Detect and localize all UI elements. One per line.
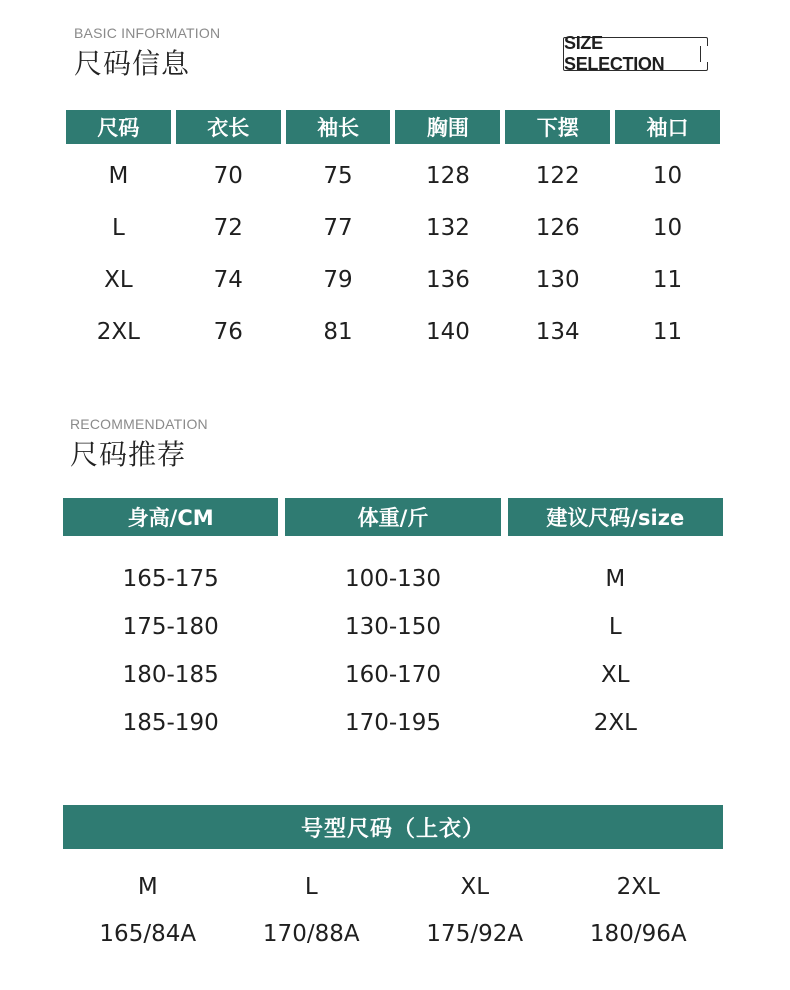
recommendation-title: 尺码推荐 [70,438,187,471]
table-cell: 134 [535,319,580,345]
header-sleeve: 袖长 [286,110,391,144]
table-cell: 70 [213,163,243,189]
header-length: 衣长 [176,110,281,144]
header-cuff: 袖口 [615,110,720,144]
table-cell: XL [104,267,133,293]
size-selection-label: SIZE SELECTION [564,33,665,74]
table-cell: XL [601,662,630,688]
table-cell: 100-130 [344,566,442,592]
table-cell: M [605,566,626,592]
header-size: 尺码 [66,110,171,144]
model-code: 180/96A [589,921,687,947]
table-cell: L [608,614,622,640]
badge-notch [700,46,713,62]
table-cell: 76 [213,319,243,345]
table-cell: 74 [213,267,243,293]
table-cell: 2XL [96,319,141,345]
table-cell: 170-195 [344,710,442,736]
header-suggested-size: 建议尺码/size [508,498,723,536]
size-selection-badge [563,33,708,74]
table-cell: 72 [213,215,243,241]
basic-eyebrow: BASIC INFORMATION [74,25,221,41]
model-size-row [66,867,720,907]
table-cell: 165-175 [122,566,219,592]
table-cell: 2XL [593,710,637,736]
table-cell: 10 [652,163,683,189]
table-cell: 185-190 [122,710,219,736]
table-cell: 132 [425,215,470,241]
model-size-label: L [304,874,318,900]
model-size-label: M [137,874,158,900]
table-cell: 11 [652,319,683,345]
table-cell: 126 [535,215,580,241]
table-cell: 79 [323,267,353,293]
header-hem: 下摆 [505,110,610,144]
table-row [66,156,720,196]
model-code: 175/92A [426,921,524,947]
table-row [66,208,720,248]
recommendation-eyebrow: RECOMMENDATION [70,416,208,432]
table-cell: 130-150 [344,614,442,640]
table-cell: 11 [652,267,683,293]
model-code: 170/88A [262,921,360,947]
basic-title: 尺码信息 [74,47,191,80]
model-code: 165/84A [99,921,197,947]
table-cell: 175-180 [122,614,219,640]
table-cell: M [108,163,129,189]
table-cell: 81 [323,319,353,345]
table-row [66,260,720,300]
model-size-label: XL [460,874,490,900]
table-row [63,703,723,743]
table-cell: 180-185 [122,662,219,688]
table-cell: 160-170 [344,662,442,688]
table-cell: 75 [323,163,353,189]
table-row [66,312,720,352]
model-size-header: 号型尺码（上衣） [63,805,723,849]
table-row [63,655,723,695]
table-cell: 122 [535,163,580,189]
table-cell: 140 [425,319,470,345]
header-weight: 体重/斤 [285,498,500,536]
table-row [63,607,723,647]
table-cell: 128 [425,163,470,189]
table-row [63,559,723,599]
table-cell: 130 [535,267,580,293]
model-size-label: 2XL [616,874,660,900]
table-cell: L [112,215,125,241]
model-code-row [66,914,720,954]
recommendation-table-header [63,498,723,536]
table-cell: 10 [652,215,683,241]
basic-table-header [66,110,720,144]
table-cell: 77 [323,215,353,241]
table-cell: 136 [425,267,470,293]
header-chest: 胸围 [395,110,500,144]
header-height: 身高/CM [63,498,278,536]
